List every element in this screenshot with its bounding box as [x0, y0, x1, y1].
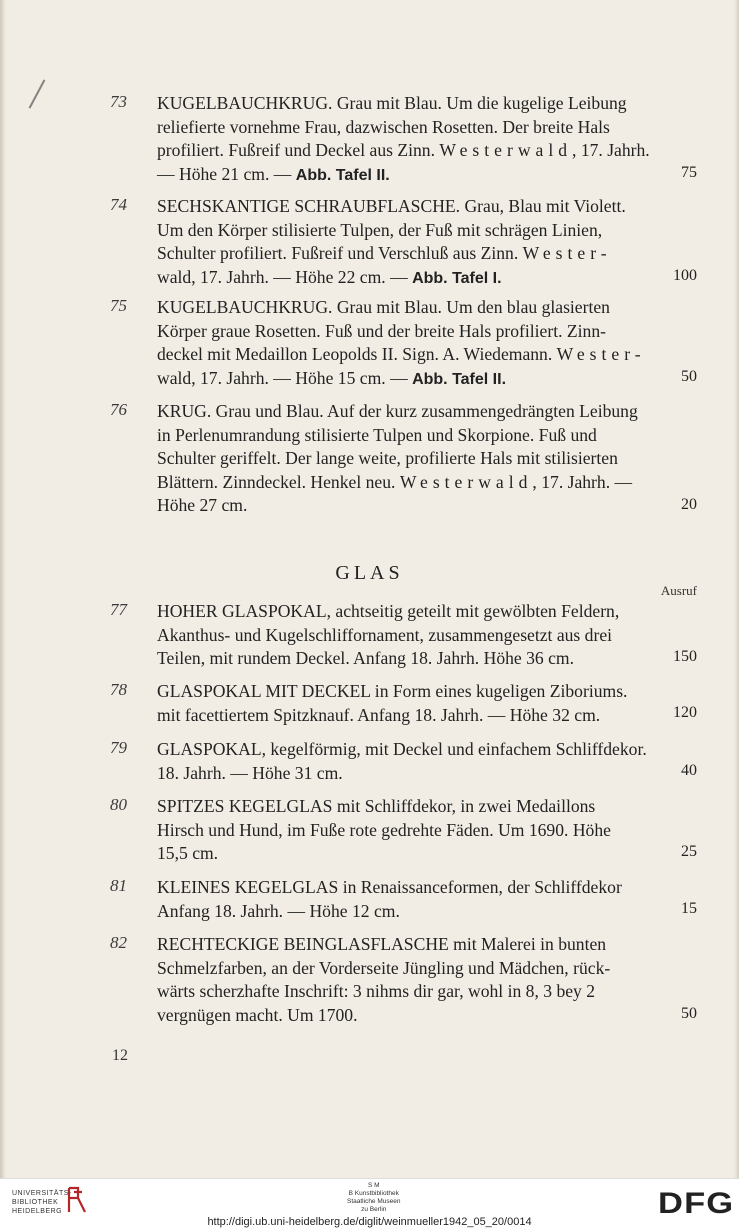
entry-price: 50 — [681, 1005, 697, 1022]
section-heading: GLAS — [335, 562, 404, 584]
entry-text — [157, 876, 697, 923]
entry-line — [157, 242, 697, 266]
entry-number: 73 — [110, 92, 127, 111]
entry-line: reliefierte vornehme Frau, dazwischen Rosetten. Der breite Hals — [157, 116, 610, 137]
entry-line-part: deckel mit Medaillon Leopolds II. Sign. A. Wiedemann. — [157, 344, 557, 365]
entry-line — [157, 266, 697, 291]
entry-line: GLASPOKAL MIT DECKEL in Form eines kugeligen Ziboriums. — [157, 681, 628, 701]
uni-line: HEIDELBERG — [12, 1208, 63, 1215]
entry-line-part: Schulter profiliert. Fußreif und Verschluß aus Zinn. — [157, 243, 523, 264]
entry-line: vergnügen macht. Um 1700. — [157, 1004, 358, 1025]
entry-line-part: — Höhe 21 cm. — — [157, 163, 296, 184]
entry-price: 75 — [681, 164, 697, 181]
entry-line: Akanthus- und Kugelschliffornament, zusammengesetzt aus drei — [157, 624, 613, 645]
permalink-url[interactable]: http://digi.ub.uni-heidelberg.de/diglit/weinmueller1942_05_20/0014 — [207, 1216, 532, 1228]
entry-number: 79 — [110, 738, 127, 757]
entry-line: Höhe 27 cm. — [157, 495, 248, 516]
entry-line: Teilen, mit rundem Deckel. Anfang 18. Jahrh. Höhe 36 cm. — [157, 648, 575, 669]
entry-line: wärts scherzhafte Inschrift: 3 nihms dir gar, wohl in 8, 3 bey 2 — [157, 981, 596, 1002]
entry-line-part: , 17. Jahrh. — [572, 140, 650, 161]
entry-line: Schulter geriffelt. Der lange weite, profilierte Hals mit stilisierten — [157, 448, 618, 469]
column-label-ausruf: Ausruf — [660, 583, 697, 598]
entry-line: Körper graue Rosetten. Fuß und der breite Hals profiliert. Zinn- — [157, 320, 607, 341]
entry-text — [157, 195, 697, 290]
entry-line: RECHTECKIGE BEINGLASFLASCHE mit Malerei in bunten — [157, 934, 607, 954]
smb-line: Staatliche Museen — [347, 1198, 401, 1205]
viewer-footer — [0, 1178, 739, 1230]
entry-text — [157, 795, 697, 866]
entry-number: 78 — [110, 680, 127, 699]
entry-price: 50 — [681, 368, 697, 385]
entry-number: 74 — [110, 195, 127, 214]
uni-line: UNIVERSITÄTS- — [12, 1190, 72, 1197]
entry-number: 76 — [110, 400, 127, 419]
entry-text — [157, 738, 697, 785]
plate-reference: Abb. Tafel I. — [412, 269, 502, 287]
spaced-place: Wester- — [522, 243, 612, 264]
spaced-place: Wester- — [556, 344, 646, 365]
page-edge-right — [734, 0, 739, 1178]
page-number: 12 — [112, 1047, 128, 1064]
entry-line: HOHER GLASPOKAL, achtseitig geteilt mit gewölbten Feldern, — [157, 601, 620, 621]
smb-line: S M — [367, 1182, 380, 1189]
entry-line: SPITZES KEGELGLAS mit Schliffdekor, in zwei Medaillons — [157, 796, 596, 816]
entry-text — [157, 933, 697, 1027]
entry-line: Anfang 18. Jahrh. — Höhe 12 cm. — [157, 900, 400, 921]
pencil-mark — [29, 79, 46, 108]
uni-line: BIBLIOTHEK — [12, 1199, 59, 1206]
entry-line — [157, 139, 697, 163]
spaced-place: Westerwald — [399, 471, 533, 492]
entry-line: in Perlenumrandung stilisierte Tulpen und Skorpione. Fuß und — [157, 424, 597, 445]
entry-text — [157, 296, 697, 391]
entry-number: 80 — [110, 795, 127, 814]
entry-text — [157, 92, 697, 187]
entry-line: KUGELBAUCHKRUG. Grau mit Blau. Um die kugelige Leibung — [157, 93, 627, 113]
entry-text — [157, 400, 697, 518]
entry-number: 75 — [110, 296, 127, 315]
entry-line — [157, 343, 697, 367]
plate-reference: Abb. Tafel II. — [295, 166, 390, 184]
entry-line: GLASPOKAL, kegelförmig, mit Deckel und einfachem Schliffdekor. — [157, 739, 647, 759]
entry-line — [157, 367, 697, 392]
dfg-logo: DFG — [658, 1187, 735, 1220]
entry-price: 25 — [681, 843, 697, 860]
entry-price: 15 — [681, 900, 697, 917]
university-logo-icon — [66, 1186, 88, 1214]
entry-line-part: wald, 17. Jahrh. — Höhe 15 cm. — — [157, 367, 413, 388]
entry-price: 20 — [681, 496, 697, 513]
entry-line-part: profiliert. Fußreif und Deckel aus Zinn. — [157, 140, 440, 161]
entry-price: 150 — [673, 648, 697, 665]
university-library-label — [12, 1189, 72, 1216]
entry-line-part: , 17. Jahrh. — — [532, 471, 633, 492]
entry-line — [157, 471, 697, 495]
entry-line: mit facettiertem Spitzknauf. Anfang 18. Jahrh. — Höhe 32 cm. — [157, 704, 601, 725]
smb-line: B Kunstbibliothek — [348, 1190, 399, 1197]
entry-line-part: Blättern. Zinndeckel. Henkel neu. — [157, 471, 400, 492]
entry-price: 120 — [673, 704, 697, 721]
entry-number: 77 — [110, 600, 127, 619]
entry-line: Schmelzfarben, an der Vorderseite Jüngling und Mädchen, rück- — [157, 957, 611, 978]
smb-line: zu Berlin — [361, 1206, 387, 1213]
entry-text — [157, 680, 697, 727]
entry-price: 100 — [673, 267, 697, 284]
entry-line: Hirsch und Hund, im Fuße rote gedrehte Fäden. Um 1690. Höhe — [157, 819, 611, 840]
entry-line-part: wald, 17. Jahrh. — Höhe 22 cm. — — [157, 266, 413, 287]
entry-line: SECHSKANTIGE SCHRAUBFLASCHE. Grau, Blau mit Violett. — [157, 196, 626, 216]
page-edge-left — [0, 0, 6, 1178]
plate-reference: Abb. Tafel II. — [412, 370, 507, 388]
entry-line: Um den Körper stilisierte Tulpen, der Fuß mit schrägen Linien, — [157, 219, 603, 240]
entry-text — [157, 600, 697, 671]
entry-line: KRUG. Grau und Blau. Auf der kurz zusammengedrängten Leibung — [157, 401, 638, 421]
entry-line: KUGELBAUCHKRUG. Grau mit Blau. Um den blau glasierten — [157, 297, 610, 317]
entry-number: 81 — [110, 876, 127, 895]
entry-line — [157, 163, 697, 188]
spaced-place: Westerwald — [439, 140, 573, 161]
entry-price: 40 — [681, 762, 697, 779]
smb-library-label — [347, 1182, 400, 1214]
entry-number: 82 — [110, 933, 127, 952]
entry-line: 18. Jahrh. — Höhe 31 cm. — [157, 762, 343, 783]
entry-line: 15,5 cm. — [157, 843, 219, 864]
entry-line: KLEINES KEGELGLAS in Renaissanceformen, der Schliffdekor — [157, 877, 622, 897]
